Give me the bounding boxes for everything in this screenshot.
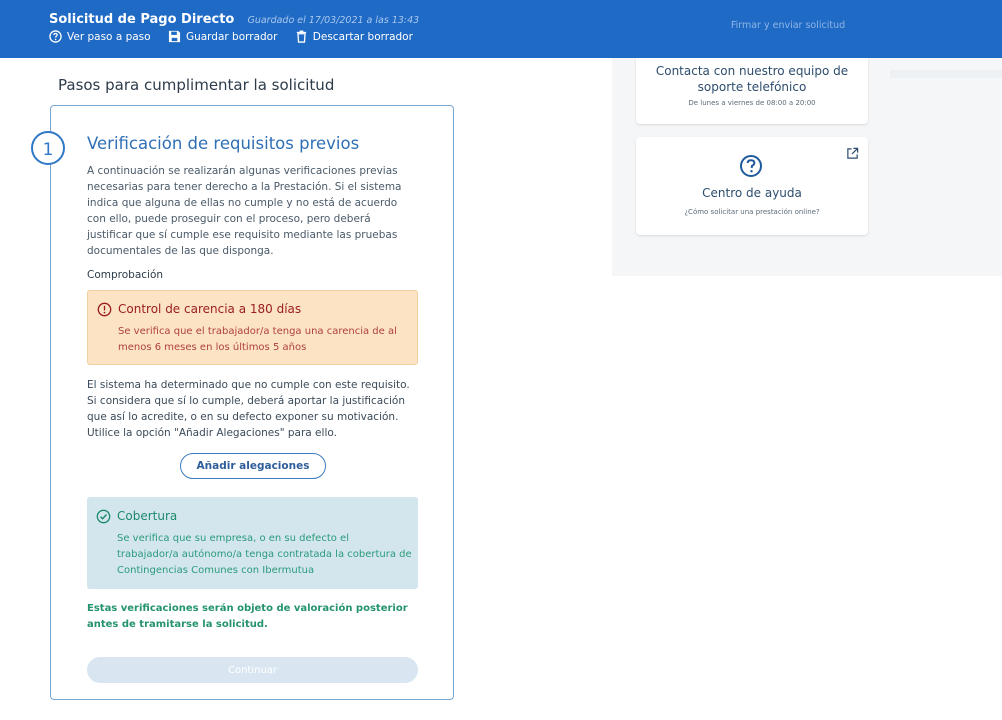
alert-title: Control de carencia a 180 días bbox=[118, 302, 302, 316]
verification-footnote: Estas verificaciones serán objeto de valoración posterior antes de tramitarse la solicitud. bbox=[87, 603, 408, 630]
coverage-check bbox=[87, 497, 418, 589]
saved-timestamp: Guardado el 17/03/2021 a las 13:43 bbox=[247, 15, 420, 26]
help-center-title: Centro de ayuda bbox=[702, 186, 802, 200]
check-label: Comprobación bbox=[87, 269, 164, 281]
help-center-subtitle: ¿Cómo solicitar una prestación online? bbox=[684, 208, 820, 216]
help-center-card[interactable] bbox=[636, 137, 868, 235]
coverage-text: Se verifica que su empresa, o en su defecto el trabajador/a autónomo/a tenga contratada la cobertura de Contingencias Comunes con Ibermutua bbox=[117, 533, 412, 576]
sign-and-send-button[interactable]: Firmar y enviar solicitud bbox=[730, 20, 846, 31]
header-actions bbox=[49, 30, 427, 46]
external-link-icon[interactable] bbox=[846, 147, 859, 160]
discard-draft-button[interactable] bbox=[295, 30, 413, 43]
top-bar bbox=[0, 0, 1002, 58]
step-number: 1 bbox=[31, 131, 65, 165]
help-circle-icon bbox=[49, 30, 62, 43]
support-hours: De lunes a viernes de 08:00 a 20:00 bbox=[688, 99, 816, 107]
view-step-by-step-label: Ver paso a paso bbox=[67, 30, 151, 43]
support-title: Contacta con nuestro equipo de soporte telefónico bbox=[655, 64, 849, 94]
trash-icon bbox=[295, 30, 308, 43]
coverage-title: Cobertura bbox=[117, 509, 178, 523]
add-allegations-button[interactable]: Añadir alegaciones bbox=[180, 453, 326, 479]
view-step-by-step-button[interactable] bbox=[49, 30, 151, 43]
save-draft-label: Guardar borrador bbox=[185, 30, 278, 43]
alert-text: Se verifica que el trabajador/a tenga una carencia de al menos 6 meses en los últimos 5 años bbox=[118, 326, 397, 353]
step-intro-text: A continuación se realizarán algunas verificaciones previas necesarias para tener derecho a la Prestación. Si el sistema indica que alguna de ellas no cumple y no está de acuerdo con ello, puede proseguir con el proceso, pero deberá justificar que sí cumple ese requisito mediante las pruebas documentales de las que disponga. bbox=[87, 165, 402, 257]
discard-draft-label: Descartar borrador bbox=[312, 30, 413, 43]
warning-icon bbox=[97, 302, 112, 317]
step-title: Verificación de requisitos previos bbox=[87, 134, 360, 153]
save-draft-button[interactable] bbox=[168, 30, 278, 43]
question-circle-icon bbox=[739, 154, 763, 178]
right-strip bbox=[890, 70, 1002, 78]
requirement-alert bbox=[87, 290, 418, 365]
continue-button[interactable]: Continuar bbox=[87, 657, 418, 683]
save-icon bbox=[168, 30, 181, 43]
page-title: Solicitud de Pago Directo bbox=[49, 12, 235, 27]
not-met-text: El sistema ha determinado que no cumple con este requisito. Si considera que sí lo cumple, deberá aportar la justificación que así lo acredite, o en su defecto exponer su motivación. Utilice la opción "Añadir Alegaciones" para ello. bbox=[87, 379, 410, 439]
support-card[interactable] bbox=[636, 58, 868, 124]
title-row bbox=[49, 8, 419, 27]
check-circle-icon bbox=[96, 509, 111, 524]
steps-heading: Pasos para cumplimentar la solicitud bbox=[58, 76, 335, 94]
